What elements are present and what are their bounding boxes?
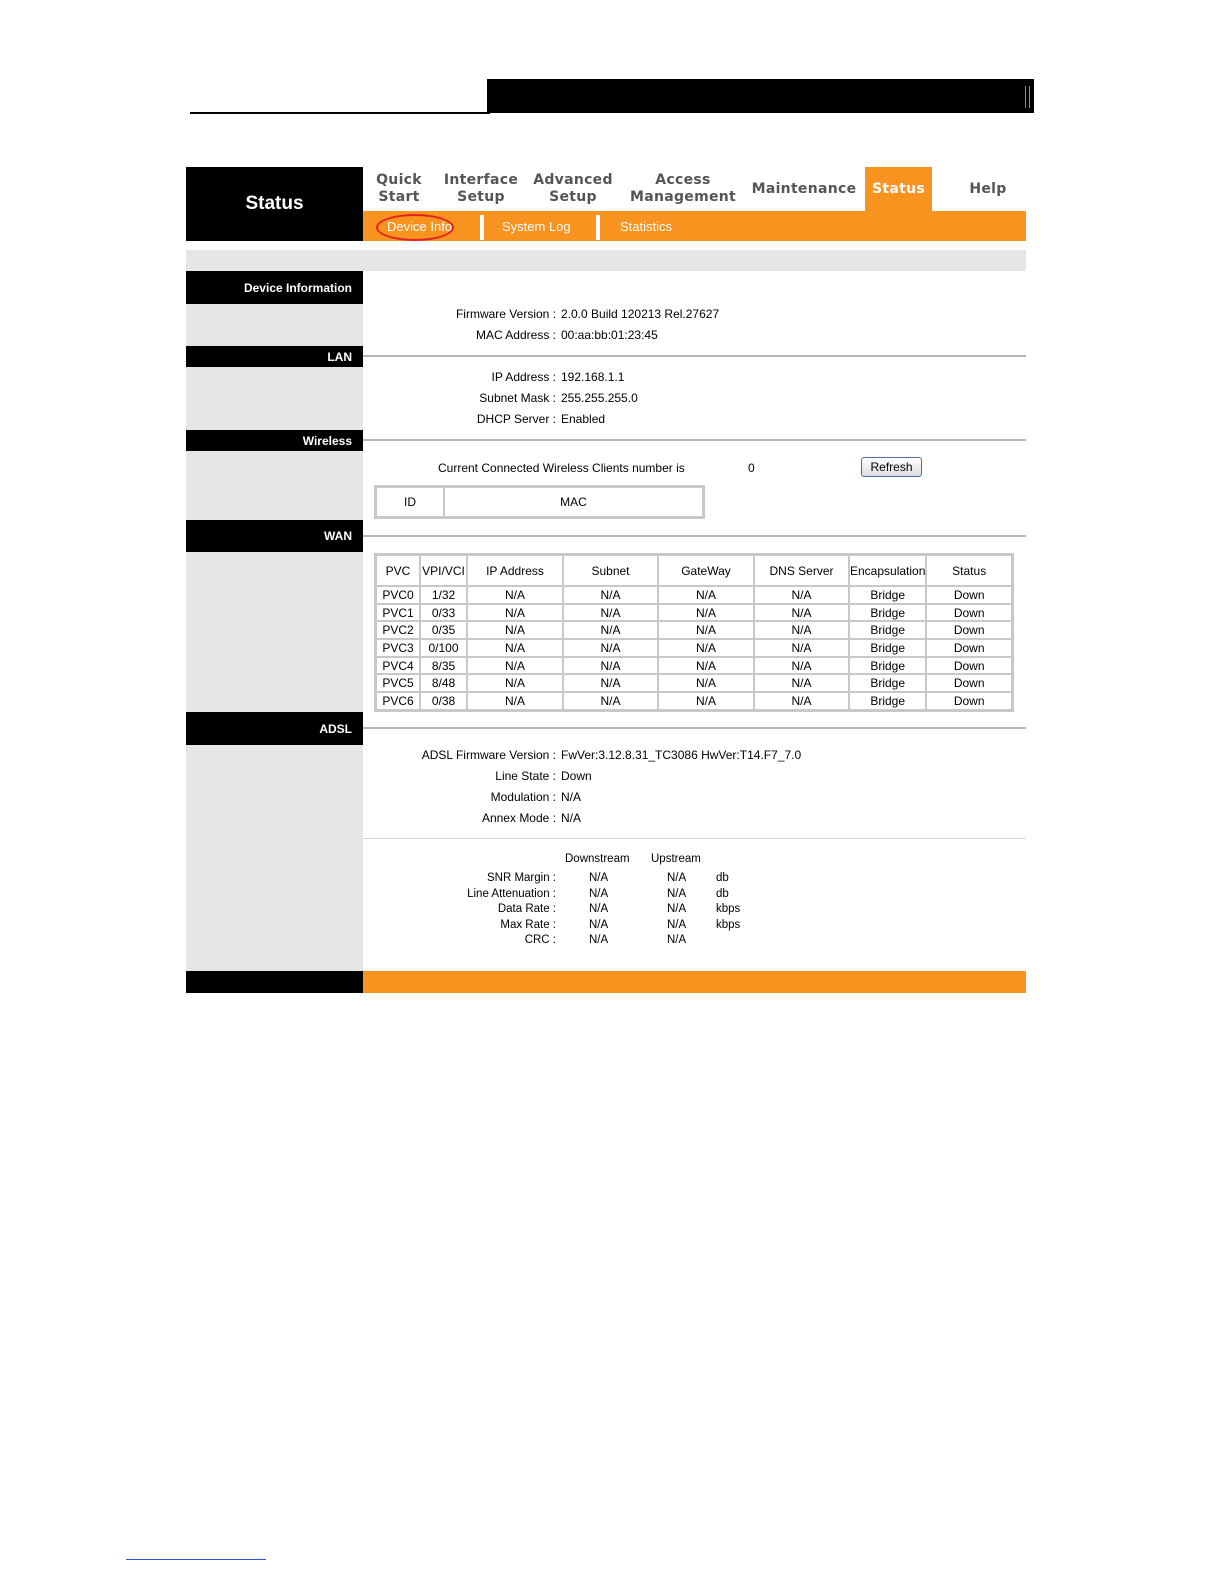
subnet-mask-value: 255.255.255.0 bbox=[561, 391, 638, 405]
wan-header-cell: Subnet bbox=[563, 555, 658, 586]
wan-table-cell: N/A bbox=[563, 657, 658, 675]
mac-address-label: MAC Address : bbox=[475, 328, 556, 342]
wan-table-cell: N/A bbox=[754, 604, 849, 622]
header-spacer-strip bbox=[186, 250, 1026, 271]
line-stat-downstream: N/A bbox=[589, 903, 609, 915]
refresh-button[interactable]: Refresh bbox=[861, 457, 922, 477]
wan-table-cell: N/A bbox=[658, 586, 754, 604]
wan-table-body bbox=[376, 586, 1012, 710]
wan-table-cell: 8/48 bbox=[420, 674, 467, 692]
wan-table-cell: PVC1 bbox=[376, 604, 420, 622]
wan-table-cell: N/A bbox=[563, 604, 658, 622]
line-stat-downstream: N/A bbox=[589, 887, 609, 900]
section-divider bbox=[363, 838, 1026, 839]
wan-header-cell: PVC bbox=[376, 555, 420, 586]
wan-table-cell: PVC3 bbox=[376, 639, 420, 657]
section-adsl: ADSL bbox=[186, 712, 363, 745]
wan-table-cell: N/A bbox=[754, 657, 849, 675]
section-divider bbox=[363, 439, 1026, 441]
section-wireless: Wireless bbox=[186, 430, 363, 451]
wan-table-row bbox=[376, 657, 1012, 675]
subnet-mask-label: Subnet Mask : bbox=[479, 391, 556, 405]
menu-advanced-setup[interactable]: Advanced Setup bbox=[533, 172, 613, 205]
document-header-mark bbox=[1025, 86, 1030, 108]
section-wan: WAN bbox=[186, 520, 363, 552]
wan-header-cell: Status bbox=[926, 555, 1012, 586]
line-stat-unit: kbps bbox=[716, 903, 741, 915]
wan-table-row bbox=[376, 604, 1012, 622]
wan-table-cell: N/A bbox=[563, 639, 658, 657]
wireless-clients-label: Current Connected Wireless Clients number is bbox=[438, 461, 685, 475]
section-lan: LAN bbox=[186, 346, 363, 367]
firmware-version-value: 2.0.0 Build 120213 Rel.27627 bbox=[561, 307, 720, 321]
wan-table-cell: PVC4 bbox=[376, 657, 420, 675]
wan-table-cell: 0/35 bbox=[420, 621, 467, 639]
subtab-separator bbox=[480, 215, 484, 240]
wan-table bbox=[374, 553, 1014, 712]
wan-table-cell: Bridge bbox=[849, 604, 926, 622]
wan-table-row bbox=[376, 621, 1012, 639]
wan-table-cell: N/A bbox=[563, 586, 658, 604]
wan-table-cell: N/A bbox=[658, 621, 754, 639]
line-stat-downstream: N/A bbox=[589, 872, 609, 884]
wan-table-cell: N/A bbox=[658, 639, 754, 657]
line-stat-label: CRC : bbox=[524, 934, 556, 946]
line-stat-label: Data Rate : bbox=[497, 903, 556, 915]
menu-access-management[interactable]: Access Management bbox=[629, 172, 737, 205]
modulation-value: N/A bbox=[561, 790, 582, 804]
wan-table-cell: N/A bbox=[563, 674, 658, 692]
menu-maintenance[interactable]: Maintenance bbox=[751, 180, 857, 197]
menu-status[interactable]: Status bbox=[865, 167, 932, 211]
wan-table-row bbox=[376, 639, 1012, 657]
wan-table-cell: N/A bbox=[467, 657, 563, 675]
section-divider bbox=[363, 535, 1026, 537]
wan-table-cell: N/A bbox=[754, 692, 849, 710]
wan-table-cell: Down bbox=[926, 621, 1012, 639]
footer-bar-left bbox=[186, 971, 363, 993]
line-stat-downstream: N/A bbox=[589, 918, 609, 931]
line-stat-label: SNR Margin : bbox=[486, 872, 556, 884]
line-stat-unit: db bbox=[716, 872, 729, 884]
subtab-system-log[interactable]: System Log bbox=[502, 218, 571, 234]
wan-table-cell: N/A bbox=[563, 621, 658, 639]
section-device-information: Device Information bbox=[186, 271, 363, 304]
line-stat-unit: db bbox=[716, 887, 729, 900]
dhcp-server-value: Enabled bbox=[561, 412, 606, 426]
mac-address-value: 00:aa:bb:01:23:45 bbox=[561, 328, 658, 342]
wan-table-cell: N/A bbox=[754, 621, 849, 639]
wireless-clients-table bbox=[374, 485, 705, 519]
wan-header-cell: VPI/VCI bbox=[420, 555, 467, 586]
subtab-device-info[interactable]: Device Info bbox=[387, 218, 453, 234]
section-divider bbox=[363, 727, 1026, 729]
line-stat-upstream: N/A bbox=[667, 903, 687, 915]
wan-header-cell: Encapsulation bbox=[849, 555, 926, 586]
wan-table-cell: 0/33 bbox=[420, 604, 467, 622]
annex-mode-value: N/A bbox=[561, 811, 582, 825]
subtab-statistics[interactable]: Statistics bbox=[620, 218, 673, 234]
wan-table-cell: 0/100 bbox=[420, 639, 467, 657]
line-stat-upstream: N/A bbox=[667, 872, 687, 884]
wireless-clients-count: 0 bbox=[748, 461, 755, 475]
wan-header-cell: IP Address bbox=[467, 555, 563, 586]
wan-table-row bbox=[376, 586, 1012, 604]
footer-bar-right bbox=[363, 971, 1026, 993]
wan-table-cell: Down bbox=[926, 639, 1012, 657]
document-header-rule bbox=[190, 112, 490, 114]
wan-table-cell: 8/35 bbox=[420, 657, 467, 675]
wan-table-cell: N/A bbox=[658, 692, 754, 710]
wan-table-cell: N/A bbox=[658, 657, 754, 675]
wan-table-cell: PVC5 bbox=[376, 674, 420, 692]
wan-table-cell: Bridge bbox=[849, 586, 926, 604]
wan-table-cell: 0/38 bbox=[420, 692, 467, 710]
wan-table-cell: 1/32 bbox=[420, 586, 467, 604]
wan-table-cell: PVC0 bbox=[376, 586, 420, 604]
line-state-value: Down bbox=[561, 769, 592, 783]
wan-table-cell: Down bbox=[926, 586, 1012, 604]
wan-table-cell: Bridge bbox=[849, 621, 926, 639]
line-stat-downstream: N/A bbox=[589, 934, 609, 946]
lan-ip-value: 192.168.1.1 bbox=[561, 370, 625, 384]
wan-table-row bbox=[376, 674, 1012, 692]
section-divider bbox=[363, 355, 1026, 357]
line-stat-upstream: N/A bbox=[667, 934, 687, 946]
menu-quick-start[interactable]: Quick Start bbox=[376, 172, 422, 205]
line-stat-label: Max Rate : bbox=[500, 918, 556, 931]
line-stat-unit: kbps bbox=[716, 918, 741, 931]
adsl-firmware-value: FwVer:3.12.8.31_TC3086 HwVer:T14.F7_7.0 bbox=[561, 748, 802, 762]
line-stat-upstream: N/A bbox=[667, 918, 687, 931]
wan-table-cell: Bridge bbox=[849, 639, 926, 657]
main-menu bbox=[363, 167, 1026, 211]
menu-interface-setup[interactable]: Interface Setup bbox=[443, 172, 519, 205]
line-stat-upstream: N/A bbox=[667, 887, 687, 900]
wan-header-cell: GateWay bbox=[658, 555, 754, 586]
dhcp-server-label: DHCP Server : bbox=[476, 412, 556, 426]
wan-table-cell: N/A bbox=[467, 692, 563, 710]
wan-table-cell: Bridge bbox=[849, 657, 926, 675]
wan-table-cell: N/A bbox=[754, 639, 849, 657]
modulation-label: Modulation : bbox=[490, 790, 556, 804]
page-brand-title: Status bbox=[186, 167, 363, 241]
wan-header-cell: DNS Server bbox=[754, 555, 849, 586]
subtab-separator bbox=[596, 215, 600, 240]
wan-table-cell: N/A bbox=[658, 674, 754, 692]
wan-table-cell: N/A bbox=[754, 674, 849, 692]
wan-table-cell: N/A bbox=[467, 586, 563, 604]
wan-table-cell: N/A bbox=[467, 621, 563, 639]
sub-navigation bbox=[363, 211, 1026, 241]
wan-table-row bbox=[376, 692, 1012, 710]
wan-table-cell: N/A bbox=[754, 586, 849, 604]
wan-table-cell: N/A bbox=[467, 674, 563, 692]
firmware-version-label: Firmware Version : bbox=[455, 307, 556, 321]
router-status-page bbox=[186, 167, 1026, 993]
wan-table-cell: PVC6 bbox=[376, 692, 420, 710]
wan-table-cell: Down bbox=[926, 692, 1012, 710]
wan-table-cell: N/A bbox=[467, 604, 563, 622]
adsl-firmware-label: ADSL Firmware Version : bbox=[421, 748, 556, 762]
wireless-table-header: ID bbox=[376, 487, 444, 517]
wan-table-cell: N/A bbox=[563, 692, 658, 710]
wan-table-cell: Down bbox=[926, 604, 1012, 622]
wireless-table-header: MAC bbox=[444, 487, 703, 517]
wan-table-cell: N/A bbox=[658, 604, 754, 622]
lan-ip-label: IP Address : bbox=[491, 370, 556, 384]
line-stat-label: Line Attenuation : bbox=[467, 887, 556, 900]
line-state-label: Line State : bbox=[495, 769, 556, 783]
downstream-header: Downstream bbox=[565, 853, 630, 865]
annex-mode-label: Annex Mode : bbox=[481, 811, 556, 825]
menu-help[interactable]: Help bbox=[969, 180, 1007, 197]
document-footer-rule bbox=[126, 1559, 266, 1560]
wan-table-cell: Bridge bbox=[849, 692, 926, 710]
wan-table-cell: PVC2 bbox=[376, 621, 420, 639]
wan-table-cell: Down bbox=[926, 657, 1012, 675]
wan-table-cell: Down bbox=[926, 674, 1012, 692]
document-header-bar bbox=[487, 79, 1034, 113]
wan-table-cell: N/A bbox=[467, 639, 563, 657]
upstream-header: Upstream bbox=[651, 853, 701, 865]
wan-table-cell: Bridge bbox=[849, 674, 926, 692]
